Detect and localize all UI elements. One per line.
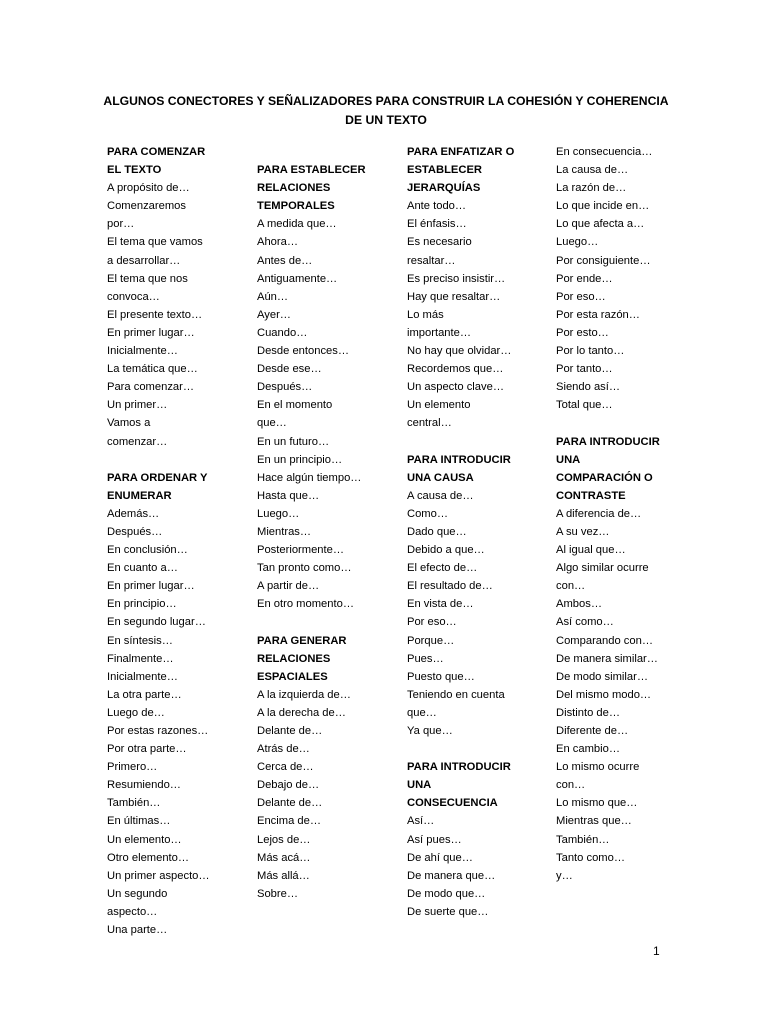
connector-line: En principio… [107,598,177,611]
connector-line: En vista de… [407,598,474,611]
connector-line: La razón de… [556,182,627,195]
connector-line: Un elemento… [107,833,182,846]
connector-line: por… [107,218,135,231]
column-1 [107,143,231,957]
section-heading-line: PARA INTRODUCIR [407,453,511,466]
connector-line: Lejos de… [257,833,311,846]
connector-section [257,632,381,903]
connector-line: De modo que… [407,887,486,900]
connector-line: Puesto que… [407,670,475,683]
connector-line: Finalmente… [107,652,174,665]
connector-line: A diferencia de… [556,507,642,520]
connector-line: Encima de… [257,815,322,828]
connector-line: Por ende… [556,272,613,285]
connector-line: De modo similar… [556,670,649,683]
connector-section [556,433,680,885]
connector-line: comenzar… [107,435,168,448]
connector-line: Para comenzar… [107,381,195,394]
connector-line: Mientras que… [556,815,632,828]
connector-line: Más allá… [257,869,310,882]
connector-line: Siendo así… [556,381,621,394]
connector-line: Es preciso insistir… [407,272,506,285]
section-heading-line: PARA ORDENAR Y [107,471,208,484]
connector-line: Por eso… [407,616,457,629]
connector-line: A medida que… [257,218,337,231]
connector-line: En un principio… [257,453,343,466]
connector-line: que… [407,706,437,719]
connector-line: En un futuro… [257,435,330,448]
connector-line: A propósito de… [107,182,190,195]
section-heading [107,143,231,179]
connector-line: Un elemento [407,399,471,412]
section-heading-line: UNA [407,779,432,792]
connector-line: Por otra parte… [107,743,187,756]
connector-line: Lo que afecta a… [556,218,645,231]
section-heading-line: ESPACIALES [257,670,328,683]
connector-line: A partir de… [257,580,320,593]
connector-line: Dado que… [407,525,467,538]
connector-line: Ante todo… [407,200,467,213]
connector-line: El resultado de… [407,580,493,593]
connector-line: Por eso… [556,290,606,303]
section-heading-line: ENUMERAR [107,489,172,502]
section-heading-line: ESTABLECER [407,164,483,177]
section-heading [107,469,231,505]
connector-line: Un primer… [107,399,168,412]
connector-line: Pues… [407,652,444,665]
connector-line: En primer lugar… [107,580,195,593]
connector-line: También… [556,833,610,846]
section-heading-line: UNA [556,453,581,466]
connector-line: El tema que nos [107,272,188,285]
connector-line: En primer lugar… [107,326,195,339]
connector-line: central… [407,417,452,430]
section-heading-line: PARA GENERAR [257,634,347,647]
connector-line: A la izquierda de… [257,688,351,701]
connector-line: Por consiguiente… [556,254,651,267]
connector-section [257,161,381,613]
connector-line: Lo que incide en… [556,200,650,213]
connector-line: Después… [257,381,313,394]
connector-line: Hasta que… [257,489,320,502]
section-heading [407,143,531,197]
connector-line: Inicialmente… [107,670,178,683]
section-heading [257,161,381,215]
connector-line: con… [556,580,586,593]
connector-line: Del mismo modo… [556,688,652,701]
connector-line: Por estas razones… [107,725,209,737]
connector-line: En otro momento… [257,598,355,611]
section-heading-line: RELACIONES [257,652,331,665]
connector-line: Así… [407,815,435,828]
connector-section [556,143,680,414]
connector-line: importante… [407,326,472,339]
connector-line: a desarrollar… [107,254,181,267]
connector-section [407,143,531,433]
connector-line: El presente texto… [107,308,203,321]
connector-line: Cuando… [257,326,308,339]
connector-line: Comenzaremos [107,200,186,213]
connector-line: Hay que resaltar… [407,290,501,303]
section-heading-line: PARA INTRODUCIR [556,435,660,448]
connector-line: Otro elemento… [107,851,190,864]
connector-line: Resumiendo… [107,779,181,792]
connector-line: El tema que vamos [107,236,203,249]
connector-line: Ambos… [556,598,603,611]
connector-line: Lo más [407,308,444,321]
connector-line: Vamos a [107,417,151,430]
connector-line: En cambio… [556,743,621,756]
connector-line: Lo mismo que… [556,797,638,810]
connector-line: Total que… [556,399,613,412]
document-title: ALGUNOS CONECTORES Y SEÑALIZADORES PARA CONSTRUIR LA COHESIÓN Y COHERENCIA DE UN TEXTO [103,94,669,127]
connector-section [407,451,531,741]
connector-line: Antes de… [257,254,313,267]
connector-line: En últimas… [107,815,171,828]
connector-line: Por esto… [556,326,609,339]
connector-line: convoca… [107,290,160,303]
connector-line: Así pues… [407,833,462,846]
connector-line: con… [556,779,586,792]
connector-line: También… [107,797,161,810]
section-heading [257,632,381,686]
connector-line: De manera similar… [556,652,658,665]
connector-line: Porque… [407,634,455,647]
connector-line: Lo mismo ocurre [556,761,640,774]
section-heading-line: PARA INTRODUCIR [407,761,511,774]
connector-line: De ahí que… [407,851,473,864]
connector-line: En el momento [257,399,333,412]
connector-line: y… [556,869,573,882]
connector-line: Antiguamente… [257,272,338,285]
connector-line: Además… [107,507,160,520]
connector-section [407,758,531,921]
connector-line: Debido a que… [407,544,485,557]
section-heading-line: COMPARACIÓN O [556,471,653,484]
connector-line: Desde entonces… [257,345,350,358]
connector-line: Luego… [257,507,300,520]
connector-line: Diferente de… [556,725,629,737]
connector-line: Teniendo en cuenta [407,688,505,701]
connector-line: Primero… [107,761,158,774]
section-heading-line: RELACIONES [257,182,331,195]
connector-line: Tan pronto como… [257,562,352,575]
connector-line: Un primer aspecto… [107,869,210,882]
connector-line: Un aspecto clave… [407,381,505,394]
page-number: 1 [653,944,660,958]
section-heading-line: EL TEXTO [107,164,162,177]
connector-line: Delante de… [257,725,323,737]
connector-line: La causa de… [556,164,629,177]
connector-line: Más acá… [257,851,311,864]
connector-section [107,469,231,939]
section-heading [407,451,531,487]
connector-line: Aún… [257,290,289,303]
connector-line: Una parte… [107,924,168,937]
section-heading-line: PARA ESTABLECER [257,164,366,177]
connector-line: Cerca de… [257,761,314,774]
connector-line: De manera que… [407,869,496,882]
connector-line: En cuanto a… [107,562,178,575]
connector-line: Tanto como… [556,851,626,864]
connector-line: resaltar… [407,254,456,267]
column-3 [407,143,531,939]
connector-line: No hay que olvidar… [407,345,512,358]
connector-line: Por lo tanto… [556,345,625,358]
connector-line: aspecto… [107,905,158,918]
connector-line: El efecto de… [407,562,478,575]
section-heading-line: CONTRASTE [556,489,626,502]
connector-line: A causa de… [407,489,474,502]
connector-line: La temática que… [107,363,198,376]
connector-line: Distinto de… [556,706,621,719]
connector-line: En segundo lugar… [107,616,206,629]
connector-line: Atrás de… [257,743,310,756]
connector-line: Luego… [556,236,599,249]
connector-line: Es necesario [407,236,472,249]
connector-line: Debajo de… [257,779,320,792]
section-heading [407,758,531,812]
connector-line: Sobre… [257,887,299,900]
connector-line: Así como… [556,616,614,629]
connector-line: Hace algún tiempo… [257,471,362,484]
connector-line: De suerte que… [407,905,489,918]
column-4 [556,143,680,903]
connector-line: Al igual que… [556,544,626,557]
connector-line: Ya que… [407,725,453,737]
connector-line: Como… [407,507,449,520]
connector-line: En conclusión… [107,544,188,557]
connector-line: En síntesis… [107,634,173,647]
section-heading-line: JERARQUÍAS [407,182,481,195]
connector-line: Comparando con… [556,634,654,647]
connector-line: Algo similar ocurre [556,562,649,575]
connector-line: Por esta razón… [556,308,640,321]
connector-line: La otra parte… [107,688,182,701]
connector-line: que… [257,417,287,430]
connector-line: Un segundo [107,887,168,900]
section-heading [556,433,680,505]
connector-line: Recordemos que… [407,363,504,376]
connector-line: Posteriormente… [257,544,345,557]
connector-line: Delante de… [257,797,323,810]
connector-line: En consecuencia… [556,146,653,158]
connector-section [107,143,231,451]
connector-line: Mientras… [257,525,312,538]
connector-line: A su vez… [556,525,610,538]
connector-line: Ahora… [257,236,299,249]
connector-line: Por tanto… [556,363,613,376]
section-heading-line: CONSECUENCIA [407,797,498,810]
connector-line: Después… [107,525,163,538]
connector-line: Luego de… [107,706,165,719]
connector-line: A la derecha de… [257,706,346,719]
column-2 [257,143,381,921]
section-heading-line: PARA ENFATIZAR O [407,146,515,158]
section-heading-line: UNA CAUSA [407,471,474,484]
connector-line: Desde ese… [257,363,322,376]
connector-line: El énfasis… [407,218,467,231]
section-heading-line: PARA COMENZAR [107,146,206,158]
connector-line: Ayer… [257,308,291,321]
section-heading-line: TEMPORALES [257,200,335,213]
connector-line: Inicialmente… [107,345,178,358]
